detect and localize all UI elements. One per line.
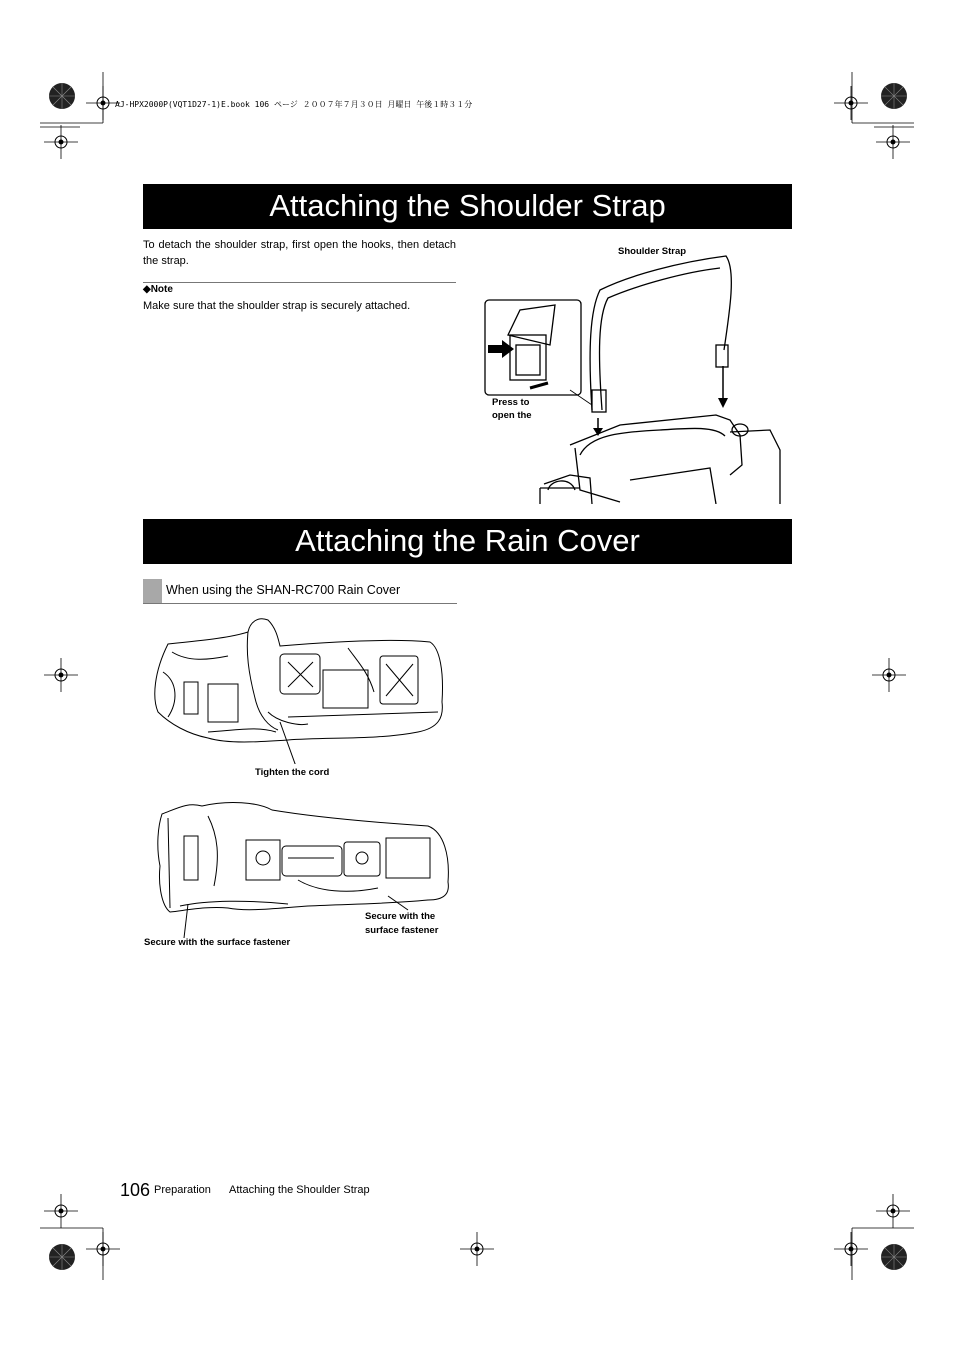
page-number: 106 bbox=[120, 1180, 151, 1200]
footer-topic: Attaching the Shoulder Strap bbox=[229, 1184, 370, 1196]
secure-fastener-left: Secure with the surface fastener bbox=[144, 937, 291, 948]
shoulder-strap-label: Shoulder Strap bbox=[618, 246, 687, 257]
strap-instruction-text: To detach the shoulder strap, first open the hooks, then detach the strap. bbox=[143, 239, 456, 267]
section-title-text: Attaching the Shoulder Strap bbox=[269, 188, 666, 223]
subheading-marker bbox=[143, 579, 162, 603]
subheading-text: When using the SHAN-RC700 Rain Cover bbox=[166, 583, 401, 597]
divider bbox=[143, 282, 456, 283]
press-label-line2: open the bbox=[492, 410, 532, 421]
print-header-line: AJ-HPX2000P(VQT1D27-1)E.book 106 ページ ２００７年７月３０日 月曜日 午後１時３１分 bbox=[115, 100, 473, 109]
rain-cover-illustration-top bbox=[148, 612, 458, 764]
section-title-shoulder-strap bbox=[143, 184, 792, 229]
note-text: Make sure that the shoulder strap is securely attached. bbox=[143, 300, 411, 312]
secure-fastener-right-line1: Secure with the bbox=[365, 911, 436, 922]
shoulder-strap-illustration bbox=[480, 250, 796, 504]
section-title-text: Attaching the Rain Cover bbox=[295, 523, 640, 558]
secure-fastener-right-line2: surface fastener bbox=[365, 925, 439, 936]
section-title-rain-cover bbox=[143, 519, 792, 564]
subheading-underline bbox=[143, 603, 457, 604]
footer-chapter: Preparation bbox=[154, 1184, 211, 1196]
tighten-cord-label: Tighten the cord bbox=[255, 767, 330, 778]
note-heading: ◆Note bbox=[143, 284, 173, 295]
press-label-line1: Press to bbox=[492, 397, 530, 408]
